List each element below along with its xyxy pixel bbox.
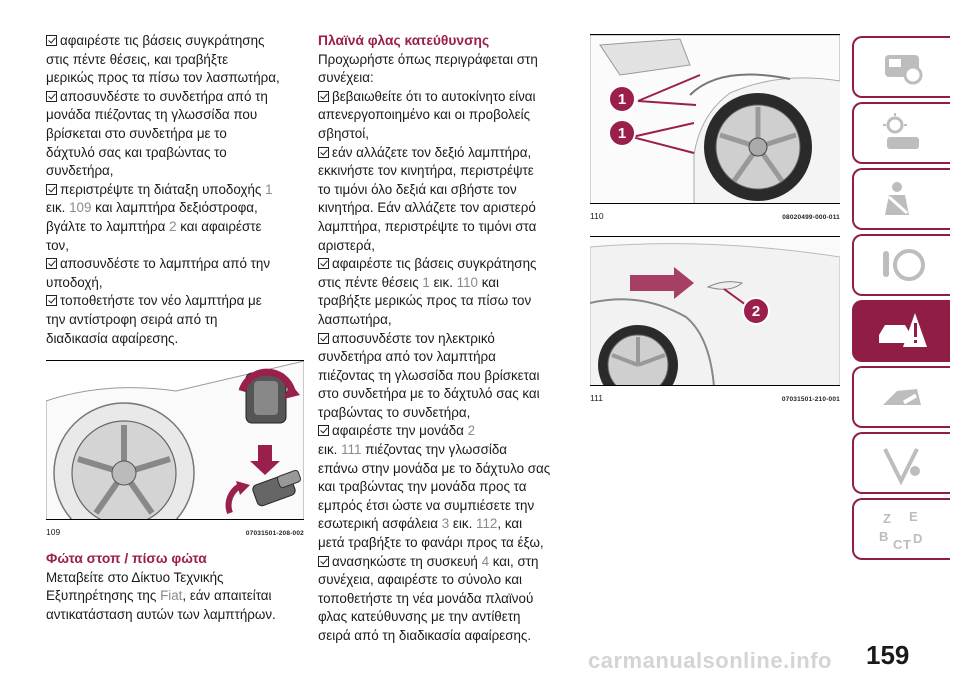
text-segment: κινητήρα. Εάν αλλάζετε τον αριστερό (318, 200, 536, 216)
reference-marker: 2 (169, 218, 177, 234)
text-segment: βγάλτε το λαμπτήρα (46, 218, 170, 234)
text-segment: εσωτερική ασφάλεια (318, 516, 442, 532)
text-segment: υποδοχή, (46, 274, 103, 290)
tab-maintenance[interactable] (852, 366, 950, 428)
svg-text:Z: Z (883, 511, 891, 526)
checkbox-bullet-icon (318, 91, 329, 102)
svg-text:C: C (893, 537, 903, 551)
text-segment: σβηστοί, (318, 125, 369, 141)
text-line (46, 51, 304, 70)
checkbox-bullet-icon (46, 258, 57, 269)
text-segment: αφαιρέστε τις βάσεις συγκράτησης (60, 33, 265, 48)
figure-111 (590, 236, 840, 386)
text-segment: λασπωτήρα, (318, 311, 392, 327)
figure-110 (590, 34, 840, 204)
text-segment: ανασηκώστε τη συσκευή (332, 553, 482, 569)
reference-marker: Fiat (160, 588, 183, 604)
column-2 (318, 32, 574, 646)
car-dashboard-icon (875, 45, 929, 89)
text-segment: συνέχεια, αφαιρέστε το σύνολο και (318, 572, 523, 588)
reference-marker: 2 (467, 423, 476, 439)
text-segment: επάνω στην μονάδα με το δάχτυλο σας (318, 460, 551, 476)
text-line (46, 292, 304, 311)
reference-marker: 110 (456, 274, 479, 290)
text-segment: μονάδα πιέζοντας τη γλωσσίδα που (46, 107, 258, 123)
svg-text:T: T (903, 537, 911, 551)
paragraph-side-indicators (318, 51, 574, 646)
text-line (46, 125, 304, 144)
text-segment: μερικώς προς τα πίσω τον λασπωτήρα, (46, 70, 280, 86)
text-line (318, 330, 574, 349)
text-segment: εάν αλλάζετε τον δεξιό λαμπτήρα, (332, 144, 532, 160)
tab-lights[interactable] (852, 102, 950, 164)
text-segment: περιστρέψτε τη διάταξη υποδοχής (60, 181, 266, 197)
text-segment: απενεργοποιημένο και οι προβολείς (318, 107, 531, 123)
text-line (318, 422, 574, 441)
text-line (46, 218, 304, 237)
text-segment: εκκινήστε τον κινητήρα, περιστρέψτε (318, 163, 534, 179)
text-line (46, 569, 304, 588)
tab-starting-driving[interactable] (852, 234, 950, 296)
section-heading-stop-lights: Φώτα στοπ / πίσω φώτα (46, 551, 207, 567)
column-3 (590, 34, 840, 402)
text-segment: και (478, 274, 499, 290)
callout-2 (743, 298, 769, 324)
svg-text:2: 2 (751, 303, 761, 320)
text-segment: και τραβώντας την μονάδα προς τα (318, 479, 527, 495)
text-segment: και, στη (489, 553, 539, 569)
text-line (318, 51, 574, 70)
text-segment: λαμπτήρα, περιστρέψτε το τιμόνι στα (318, 218, 537, 234)
checkbox-bullet-icon (46, 184, 57, 195)
text-line (318, 162, 574, 181)
paragraph-stop-lights (46, 569, 304, 625)
text-line (318, 181, 574, 200)
text-segment: στις πέντε θέσεις (318, 274, 423, 290)
text-segment: εικ. (46, 200, 70, 216)
text-line (318, 274, 574, 293)
text-line (46, 106, 304, 125)
fender-indicator-illustration (590, 237, 840, 386)
text-segment: εικ. (449, 516, 477, 532)
emergency-icon (875, 309, 929, 353)
svg-text:1: 1 (617, 91, 627, 108)
text-segment: πιέζοντας την γλωσσίδα (361, 442, 508, 458)
text-segment: φλας κατεύθυνσης με την αντίθετη (318, 609, 521, 625)
reference-marker: 3 (441, 516, 450, 532)
checkbox-bullet-icon (318, 333, 329, 344)
text-line (318, 460, 574, 479)
text-segment: τοποθετήστε τον νέο λαμπτήρα με (60, 293, 262, 309)
text-segment: τοποθετήστε τη νέα μονάδα πλαϊνού (318, 590, 534, 606)
figure-number: 111 (590, 393, 603, 403)
text-segment: , και (497, 516, 523, 532)
text-line (318, 348, 574, 367)
index-icon (875, 507, 929, 551)
svg-text:E: E (909, 509, 918, 524)
figure-code: 08020499-000-011 (782, 214, 840, 221)
reference-marker: 1 (422, 274, 430, 290)
text-line (318, 125, 574, 144)
text-line (318, 367, 574, 386)
text-line (318, 590, 574, 609)
checkbox-bullet-icon (318, 258, 329, 269)
text-segment: αφαιρέστε τις βάσεις συγκράτησης (332, 256, 537, 272)
text-segment: τον, (46, 237, 69, 253)
text-segment: το τιμόνι όλο δεξιά και σβήστε τον (318, 181, 517, 197)
tab-emergency[interactable] (852, 300, 950, 362)
page-number: 159 (866, 640, 910, 670)
wheel-arch-illustration (590, 35, 840, 204)
text-segment: βεβαιωθείτε ότι το αυτοκίνητο είναι (332, 88, 536, 104)
multimedia-icon (875, 441, 929, 485)
figure-code: 07031501-208-002 (245, 530, 304, 538)
text-line (318, 571, 574, 590)
reference-marker: 109 (69, 200, 92, 216)
checkbox-bullet-icon (46, 91, 57, 102)
checkbox-bullet-icon (318, 556, 329, 567)
text-segment: τραβήξτε μερικώς προς τα πίσω τον (318, 293, 532, 309)
text-line (46, 606, 304, 625)
text-segment: εικ. (318, 442, 342, 458)
text-segment: στο συνδετήρα με το δάχτυλό σας και (318, 386, 540, 402)
chapter-sidebar (852, 36, 950, 564)
figure-109-caption (46, 520, 304, 536)
text-line (318, 441, 574, 460)
text-line (46, 69, 304, 88)
text-line (46, 330, 304, 349)
text-segment: αντικατάσταση αυτών των λαμπτήρων. (46, 606, 276, 622)
figure-code: 07031501-210-001 (781, 396, 840, 403)
maintenance-icon (875, 375, 929, 419)
text-segment: αφαιρέστε την μονάδα (332, 423, 468, 439)
text-segment: πιέζοντας τη γλωσσίδα που βρίσκεται (318, 367, 540, 383)
text-line (318, 292, 574, 311)
text-line (318, 218, 574, 237)
key-steering-icon (875, 243, 929, 287)
svg-text:B: B (879, 529, 889, 544)
text-segment: αποσυνδέστε το λαμπτήρα από την (60, 256, 271, 272)
watermark: carmanualsonline.info (588, 648, 832, 673)
text-line (46, 237, 304, 256)
svg-text:D: D (913, 531, 923, 546)
text-segment: και αφαιρέστε (176, 218, 262, 234)
text-line (318, 627, 574, 646)
text-segment: συνδετήρα, (46, 163, 114, 179)
lights-icon (875, 111, 929, 155)
text-segment: τραβώντας το συνδετήρα, (318, 404, 471, 420)
callout-1-top (609, 86, 635, 112)
text-segment: , εάν απαιτείται (182, 588, 272, 604)
tab-dashboard[interactable] (852, 36, 950, 98)
svg-text:1: 1 (617, 125, 627, 142)
text-line (318, 534, 574, 553)
figure-109 (46, 360, 304, 520)
text-line (318, 515, 574, 534)
text-line (46, 144, 304, 163)
text-line (46, 587, 304, 606)
checkbox-bullet-icon (318, 425, 329, 436)
text-segment: εμπρός έτσι ώστε να συμπιέσετε την (318, 497, 535, 513)
column-1 (46, 32, 304, 624)
figure-number: 109 (46, 527, 61, 538)
text-segment: Προχωρήστε όπως περιγράφεται στη (318, 51, 538, 67)
text-line (46, 255, 304, 274)
tab-index[interactable] (852, 498, 950, 560)
text-segment: εικ. (429, 274, 457, 290)
text-segment: και λαμπτήρα δεξιόστροφα, (91, 200, 258, 216)
text-segment: στις πέντε θέσεις, και τραβήξτε (46, 51, 229, 67)
text-segment: αποσυνδέστε το συνδετήρα από τη (60, 88, 268, 104)
text-line (318, 497, 574, 516)
text-segment: συνδετήρα από τον λαμπτήρα (318, 349, 496, 365)
text-line (318, 385, 574, 404)
tab-multimedia[interactable] (852, 432, 950, 494)
text-line (46, 162, 304, 181)
text-line (318, 106, 574, 125)
text-line (318, 608, 574, 627)
text-segment: διαδικασία αφαίρεσης. (46, 330, 179, 346)
figure-111-caption (590, 386, 840, 402)
text-line (46, 274, 304, 293)
reference-marker: 1 (265, 181, 273, 197)
text-segment: συνέχεια: (318, 70, 374, 86)
text-line (318, 69, 574, 88)
text-segment: μετά τραβήξτε το φανάρι προς τα έξω, (318, 535, 544, 551)
text-line (46, 181, 304, 200)
callout-1-bottom (609, 120, 635, 146)
checkbox-bullet-icon (46, 295, 57, 306)
text-segment: Μεταβείτε στο Δίκτυο Τεχνικής (46, 569, 224, 585)
reference-marker: 4 (481, 553, 490, 569)
section-heading-side-indicators: Πλαϊνά φλας κατεύθυνσης (318, 33, 490, 48)
safety-icon (875, 177, 929, 221)
checkbox-bullet-icon (46, 35, 57, 46)
text-segment: αριστερά, (318, 237, 375, 253)
text-line (318, 553, 574, 572)
text-line (318, 255, 574, 274)
text-segment: βρίσκεται στο συνδετήρα με το (46, 125, 227, 141)
reference-marker: 112 (476, 516, 498, 532)
text-segment: δάχτυλό σας και τραβώντας το (46, 144, 227, 160)
reference-marker: 111 (341, 442, 362, 458)
text-segment: Εξυπηρέτησης της (46, 588, 161, 604)
text-line (46, 311, 304, 330)
text-segment: σειρά από τη διαδικασία αφαίρεσης. (318, 628, 532, 643)
text-segment: την αντίστροφη σειρά από τη (46, 311, 218, 327)
text-line (318, 199, 574, 218)
text-line (318, 237, 574, 256)
figure-number: 110 (590, 211, 604, 221)
text-segment: αποσυνδέστε τον ηλεκτρικό (332, 330, 495, 346)
text-line (46, 199, 304, 218)
text-line (46, 32, 304, 51)
text-line (318, 88, 574, 107)
text-line (46, 88, 304, 107)
text-line (318, 311, 574, 330)
paragraph-steps (46, 32, 304, 348)
figure-110-caption (590, 204, 840, 220)
text-line (318, 144, 574, 163)
text-line (318, 478, 574, 497)
checkbox-bullet-icon (318, 147, 329, 158)
text-line (318, 404, 574, 423)
socket-removal-illustration (46, 361, 304, 520)
tab-safety[interactable] (852, 168, 950, 230)
